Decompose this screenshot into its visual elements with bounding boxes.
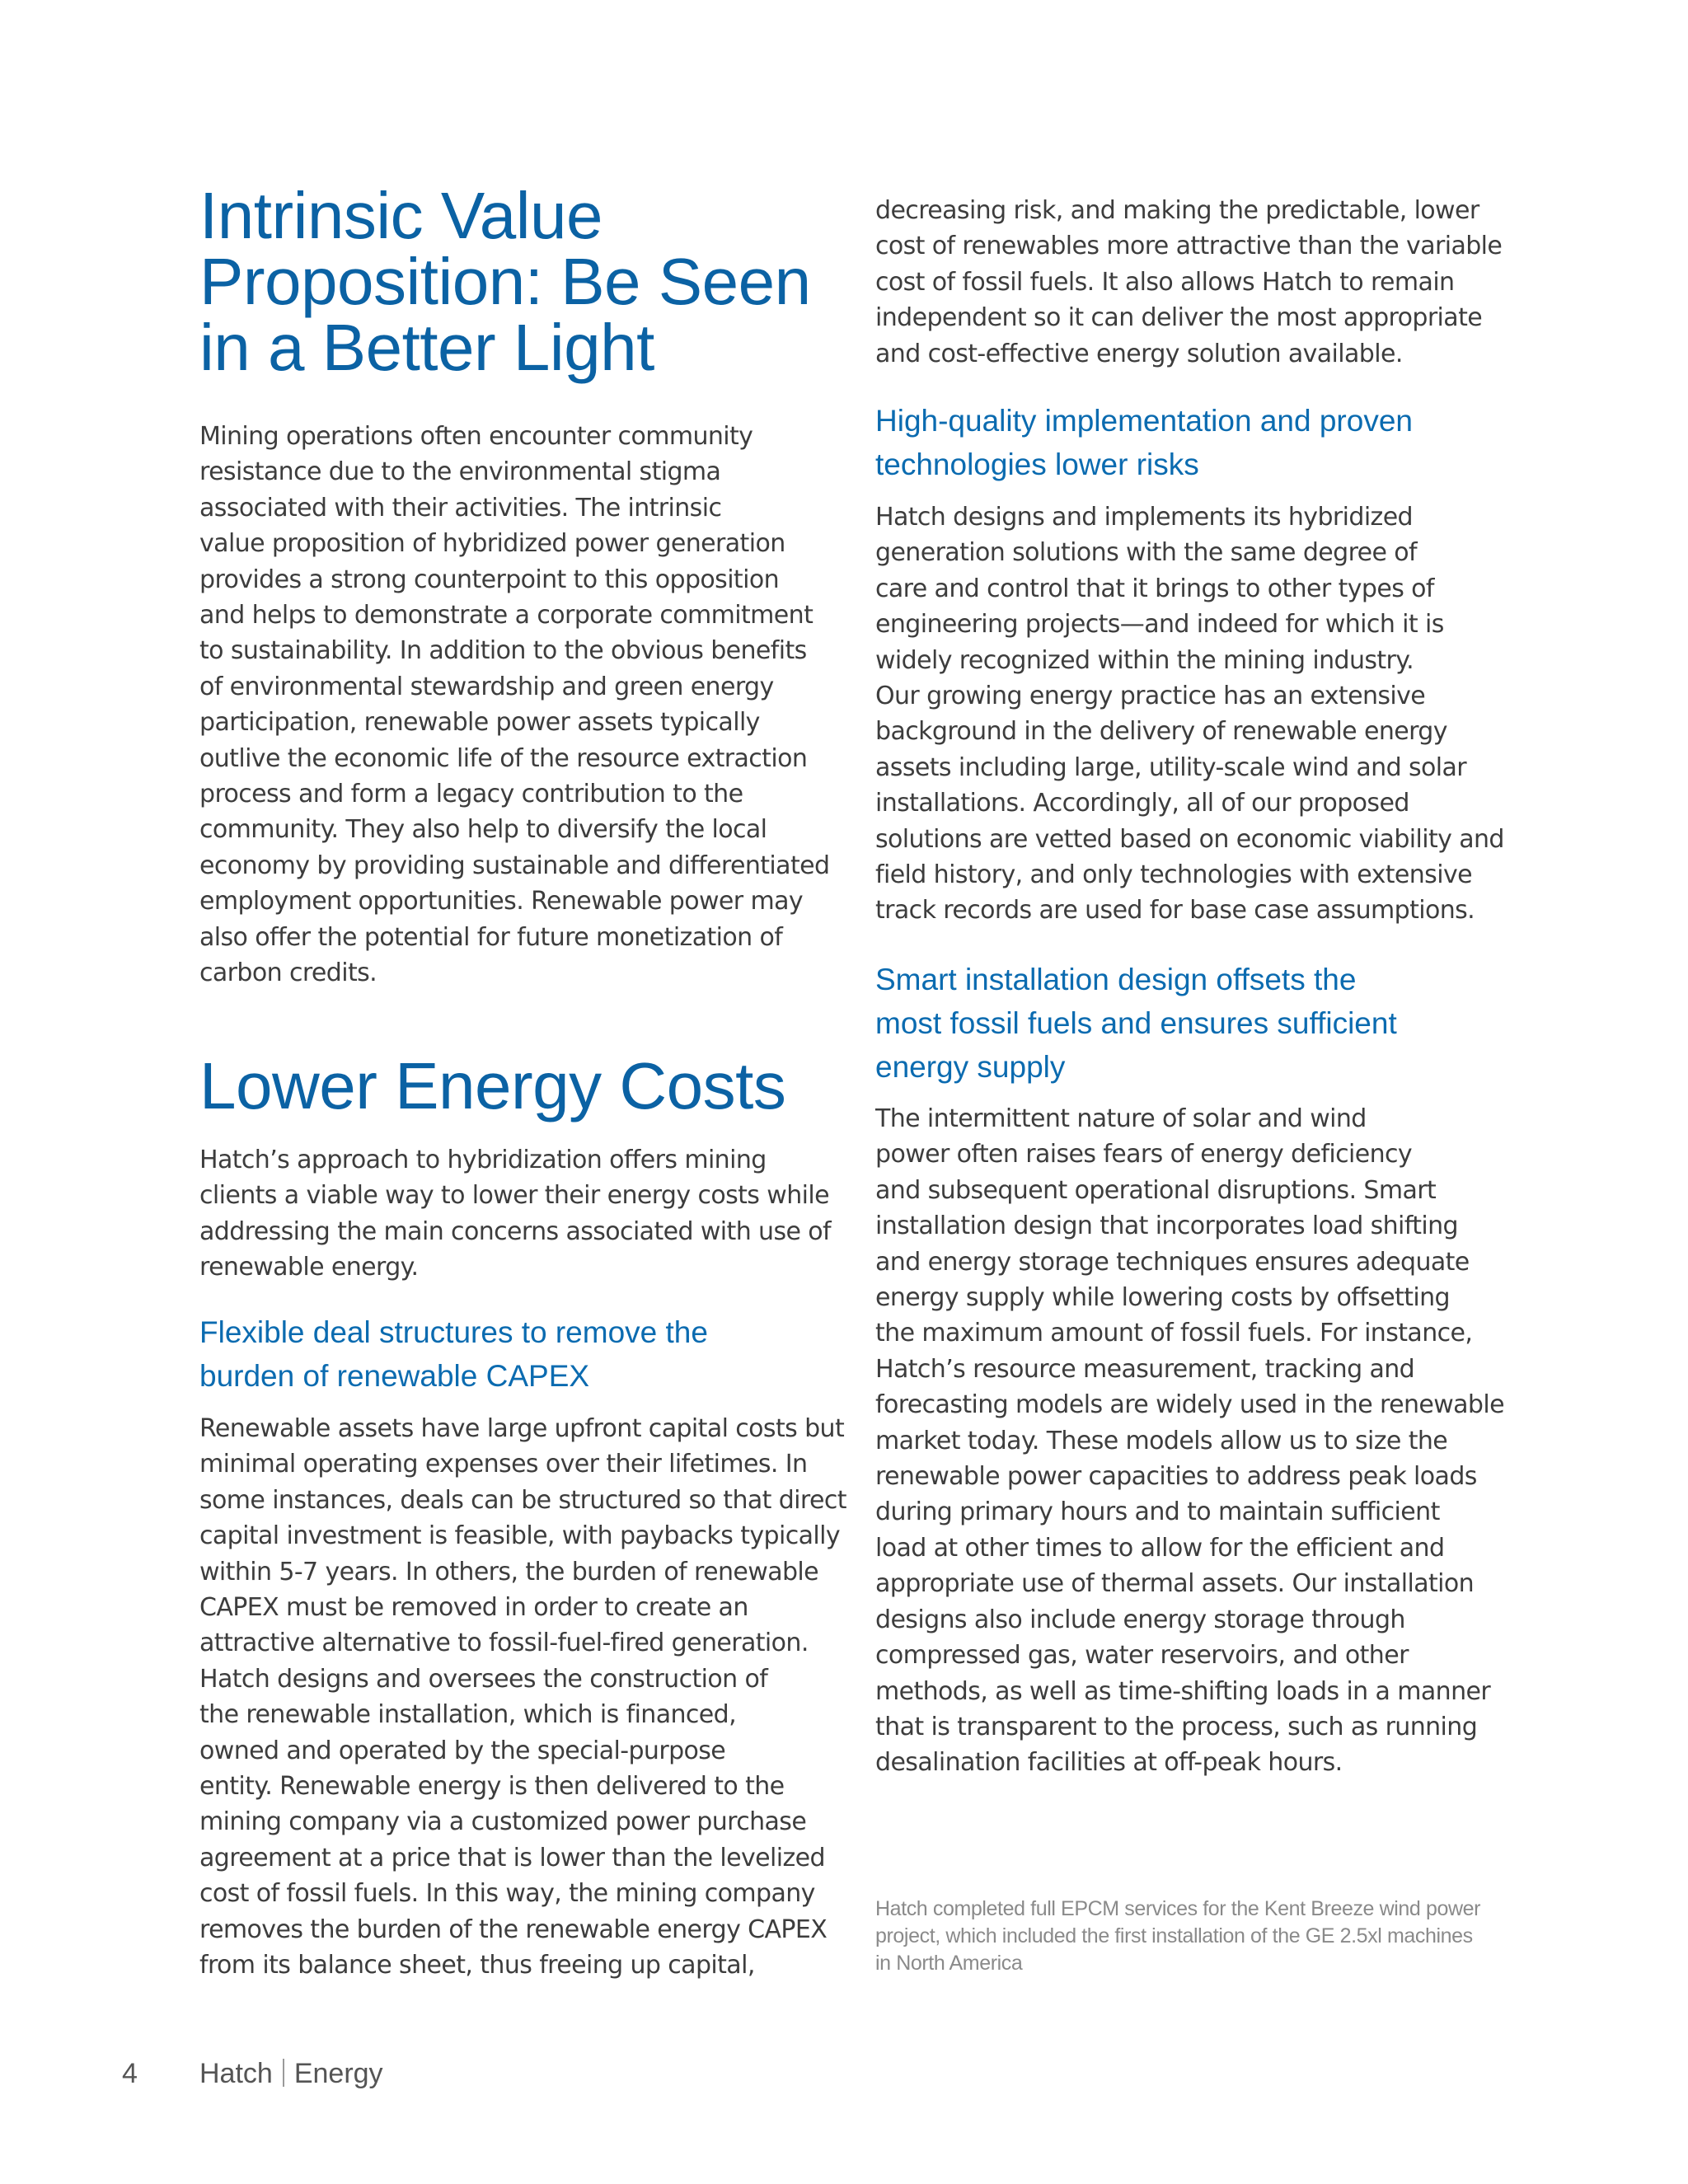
text-line: entity. Renewable energy is then delivered to the (199, 1772, 785, 1802)
text-line: designs also include energy storage through (875, 1605, 1405, 1634)
text-line: engineering projects—and indeed for which it is (875, 610, 1444, 640)
text-line: Hatch designs and implements its hybridized (875, 503, 1413, 532)
heading-line: in a Better Light (199, 311, 654, 384)
text-line: participation, renewable power assets typically (199, 708, 760, 738)
text-line: independent so it can deliver the most appropriate (875, 303, 1483, 333)
text-line: Renewable assets have large upfront capital costs but (199, 1414, 845, 1443)
text-line: background in the delivery of renewable energy (875, 717, 1447, 747)
text-line: power often raises fears of energy deficiency (875, 1140, 1413, 1169)
text-line: forecasting models are widely used in the renewable (875, 1390, 1504, 1420)
text-line: methods, as well as time-shifting loads in a manner (875, 1676, 1491, 1706)
footer-separator (283, 2059, 284, 2087)
text-line: Hatch’s resource measurement, tracking and (875, 1354, 1415, 1384)
text-line: Hatch designs and oversees the construction of (199, 1664, 768, 1694)
text-line: agreement at a price that is lower than the levelized (199, 1843, 825, 1872)
paragraph-lower-energy-costs (199, 1142, 831, 1286)
text-line: attractive alternative to fossil-fuel-fired generation. (199, 1629, 809, 1658)
text-line: and helps to demonstrate a corporate commitment (199, 601, 814, 630)
text-line: compressed gas, water reservoirs, and other (875, 1641, 1409, 1671)
section-heading-lower-energy-costs: Lower Energy Costs (199, 1049, 786, 1122)
paragraph-continued (875, 193, 1502, 372)
text-line: cost of fossil fuels. In this way, the mining company (199, 1879, 815, 1909)
text-line: Hatch’s approach to hybridization offers mining (199, 1146, 767, 1174)
text-line: during primary hours and to maintain sufficient (875, 1497, 1440, 1527)
paragraph-flexible-deal-structures (199, 1411, 846, 1984)
text-line: to sustainability. In addition to the obvious benefits (199, 636, 807, 666)
text-line: and cost-effective energy solution available. (875, 339, 1403, 368)
text-line: cost of renewables more attractive than the variable (875, 232, 1503, 261)
heading-line: Intrinsic Value (199, 179, 603, 252)
paragraph-smart-installation-design (875, 1101, 1502, 1781)
text-line: decreasing risk, and making the predictable, lower (875, 196, 1479, 225)
page-number: 4 (122, 2058, 138, 2089)
caption-line: in North America (875, 1952, 1023, 1975)
footer-brand: Hatch (199, 2058, 273, 2089)
text-line: Our growing energy practice has an extensive (875, 682, 1426, 711)
text-line: field history, and only technologies with extensive (875, 860, 1472, 890)
text-line: provides a strong counterpoint to this opposition (199, 565, 779, 594)
subheading-high-quality-implementation (875, 399, 1502, 486)
text-line: CAPEX must be removed in order to create an (199, 1593, 748, 1623)
text-line: Mining operations often encounter community (199, 422, 753, 451)
text-line: some instances, deals can be structured so that direct (199, 1485, 846, 1515)
text-line: economy by providing sustainable and differentiated (199, 851, 830, 880)
text-line: mining company via a customized power purchase (199, 1807, 807, 1837)
text-line: The intermittent nature of solar and wind (875, 1104, 1367, 1133)
text-line: the renewable installation, which is financed, (199, 1700, 737, 1730)
text-line: cost of fossil fuels. It also allows Hatch to remain (875, 267, 1455, 297)
text-line: clients a viable way to lower their energy costs while (199, 1181, 829, 1211)
subheading-line: High-quality implementation and proven (875, 404, 1413, 438)
subheading-line: Flexible deal structures to remove the (199, 1315, 708, 1349)
text-line: owned and operated by the special-purpose (199, 1736, 726, 1765)
subheading-line: Smart installation design offsets the (875, 963, 1357, 996)
text-line: from its balance sheet, thus freeing up capital, (199, 1951, 755, 1980)
subheading-line: energy supply (875, 1050, 1066, 1084)
text-line: carbon credits. (199, 958, 377, 988)
text-line: assets including large, utility-scale wind and solar (875, 752, 1466, 782)
caption-line: Hatch completed full EPCM services for the Kent Breeze wind power (875, 1897, 1481, 1920)
subheading-smart-installation-design (875, 958, 1502, 1089)
paragraph-high-quality-implementation (875, 499, 1502, 929)
text-line: resistance due to the environmental stigma (199, 457, 721, 487)
subheading-line: burden of renewable CAPEX (199, 1359, 590, 1393)
text-line: minimal operating expenses over their lifetimes. In (199, 1450, 808, 1479)
text-line: installations. Accordingly, all of our proposed (875, 789, 1409, 818)
text-line: that is transparent to the process, such as running (875, 1712, 1478, 1741)
text-line: generation solutions with the same degree of (875, 538, 1418, 568)
text-line: associated with their activities. The intrinsic (199, 493, 722, 523)
section-heading-intrinsic-value (199, 179, 826, 384)
paragraph-intrinsic-value (199, 419, 830, 991)
page-footer (122, 2057, 383, 2090)
text-line: within 5-7 years. In others, the burden of renewable (199, 1557, 819, 1586)
text-line: widely recognized within the mining industry. (875, 645, 1414, 675)
text-line: process and form a legacy contribution to the (199, 780, 743, 809)
text-line: and subsequent operational disruptions. Smart (875, 1175, 1437, 1205)
text-line: track records are used for base case assumptions. (875, 896, 1475, 926)
text-line: renewable energy. (199, 1253, 419, 1282)
text-line: of environmental stewardship and green energy (199, 672, 774, 701)
text-line: energy supply while lowering costs by offsetting (875, 1283, 1451, 1313)
text-line: solutions are vetted based on economic viability and (875, 824, 1504, 854)
text-line: the maximum amount of fossil fuels. For instance, (875, 1319, 1473, 1348)
text-line: value proposition of hybridized power generation (199, 529, 785, 559)
footer-section: Energy (293, 2058, 383, 2089)
text-line: load at other times to allow for the efficient and (875, 1533, 1445, 1563)
text-line: renewable power capacities to address peak loads (875, 1462, 1477, 1492)
text-line: employment opportunities. Renewable power may (199, 887, 804, 916)
text-line: installation design that incorporates load shifting (875, 1212, 1458, 1241)
text-line: market today. These models allow us to size the (875, 1426, 1448, 1455)
caption-line: project, which included the first installation of the GE 2.5xl machines (875, 1924, 1473, 1947)
subheading-line: most fossil fuels and ensures sufficient (875, 1006, 1397, 1040)
subheading-line: technologies lower risks (875, 448, 1199, 481)
heading-line: Proposition: Be Seen (199, 245, 811, 318)
text-line: also offer the potential for future monetization of (199, 922, 783, 952)
text-line: addressing the main concerns associated with use of (199, 1216, 831, 1246)
text-line: community. They also help to diversify the local (199, 815, 767, 845)
text-line: care and control that it brings to other types of (875, 574, 1434, 603)
photo-caption (875, 1896, 1502, 1977)
text-line: removes the burden of the renewable energy CAPEX (199, 1915, 828, 1944)
text-line: and energy storage techniques ensures adequate (875, 1247, 1470, 1277)
subheading-flexible-deal-structures (199, 1310, 826, 1398)
text-line: outlive the economic life of the resource extraction (199, 743, 808, 773)
text-line: capital investment is feasible, with paybacks typically (199, 1521, 841, 1551)
text-line: appropriate use of thermal assets. Our installation (875, 1569, 1475, 1599)
text-line: desalination facilities at off-peak hours. (875, 1748, 1343, 1778)
